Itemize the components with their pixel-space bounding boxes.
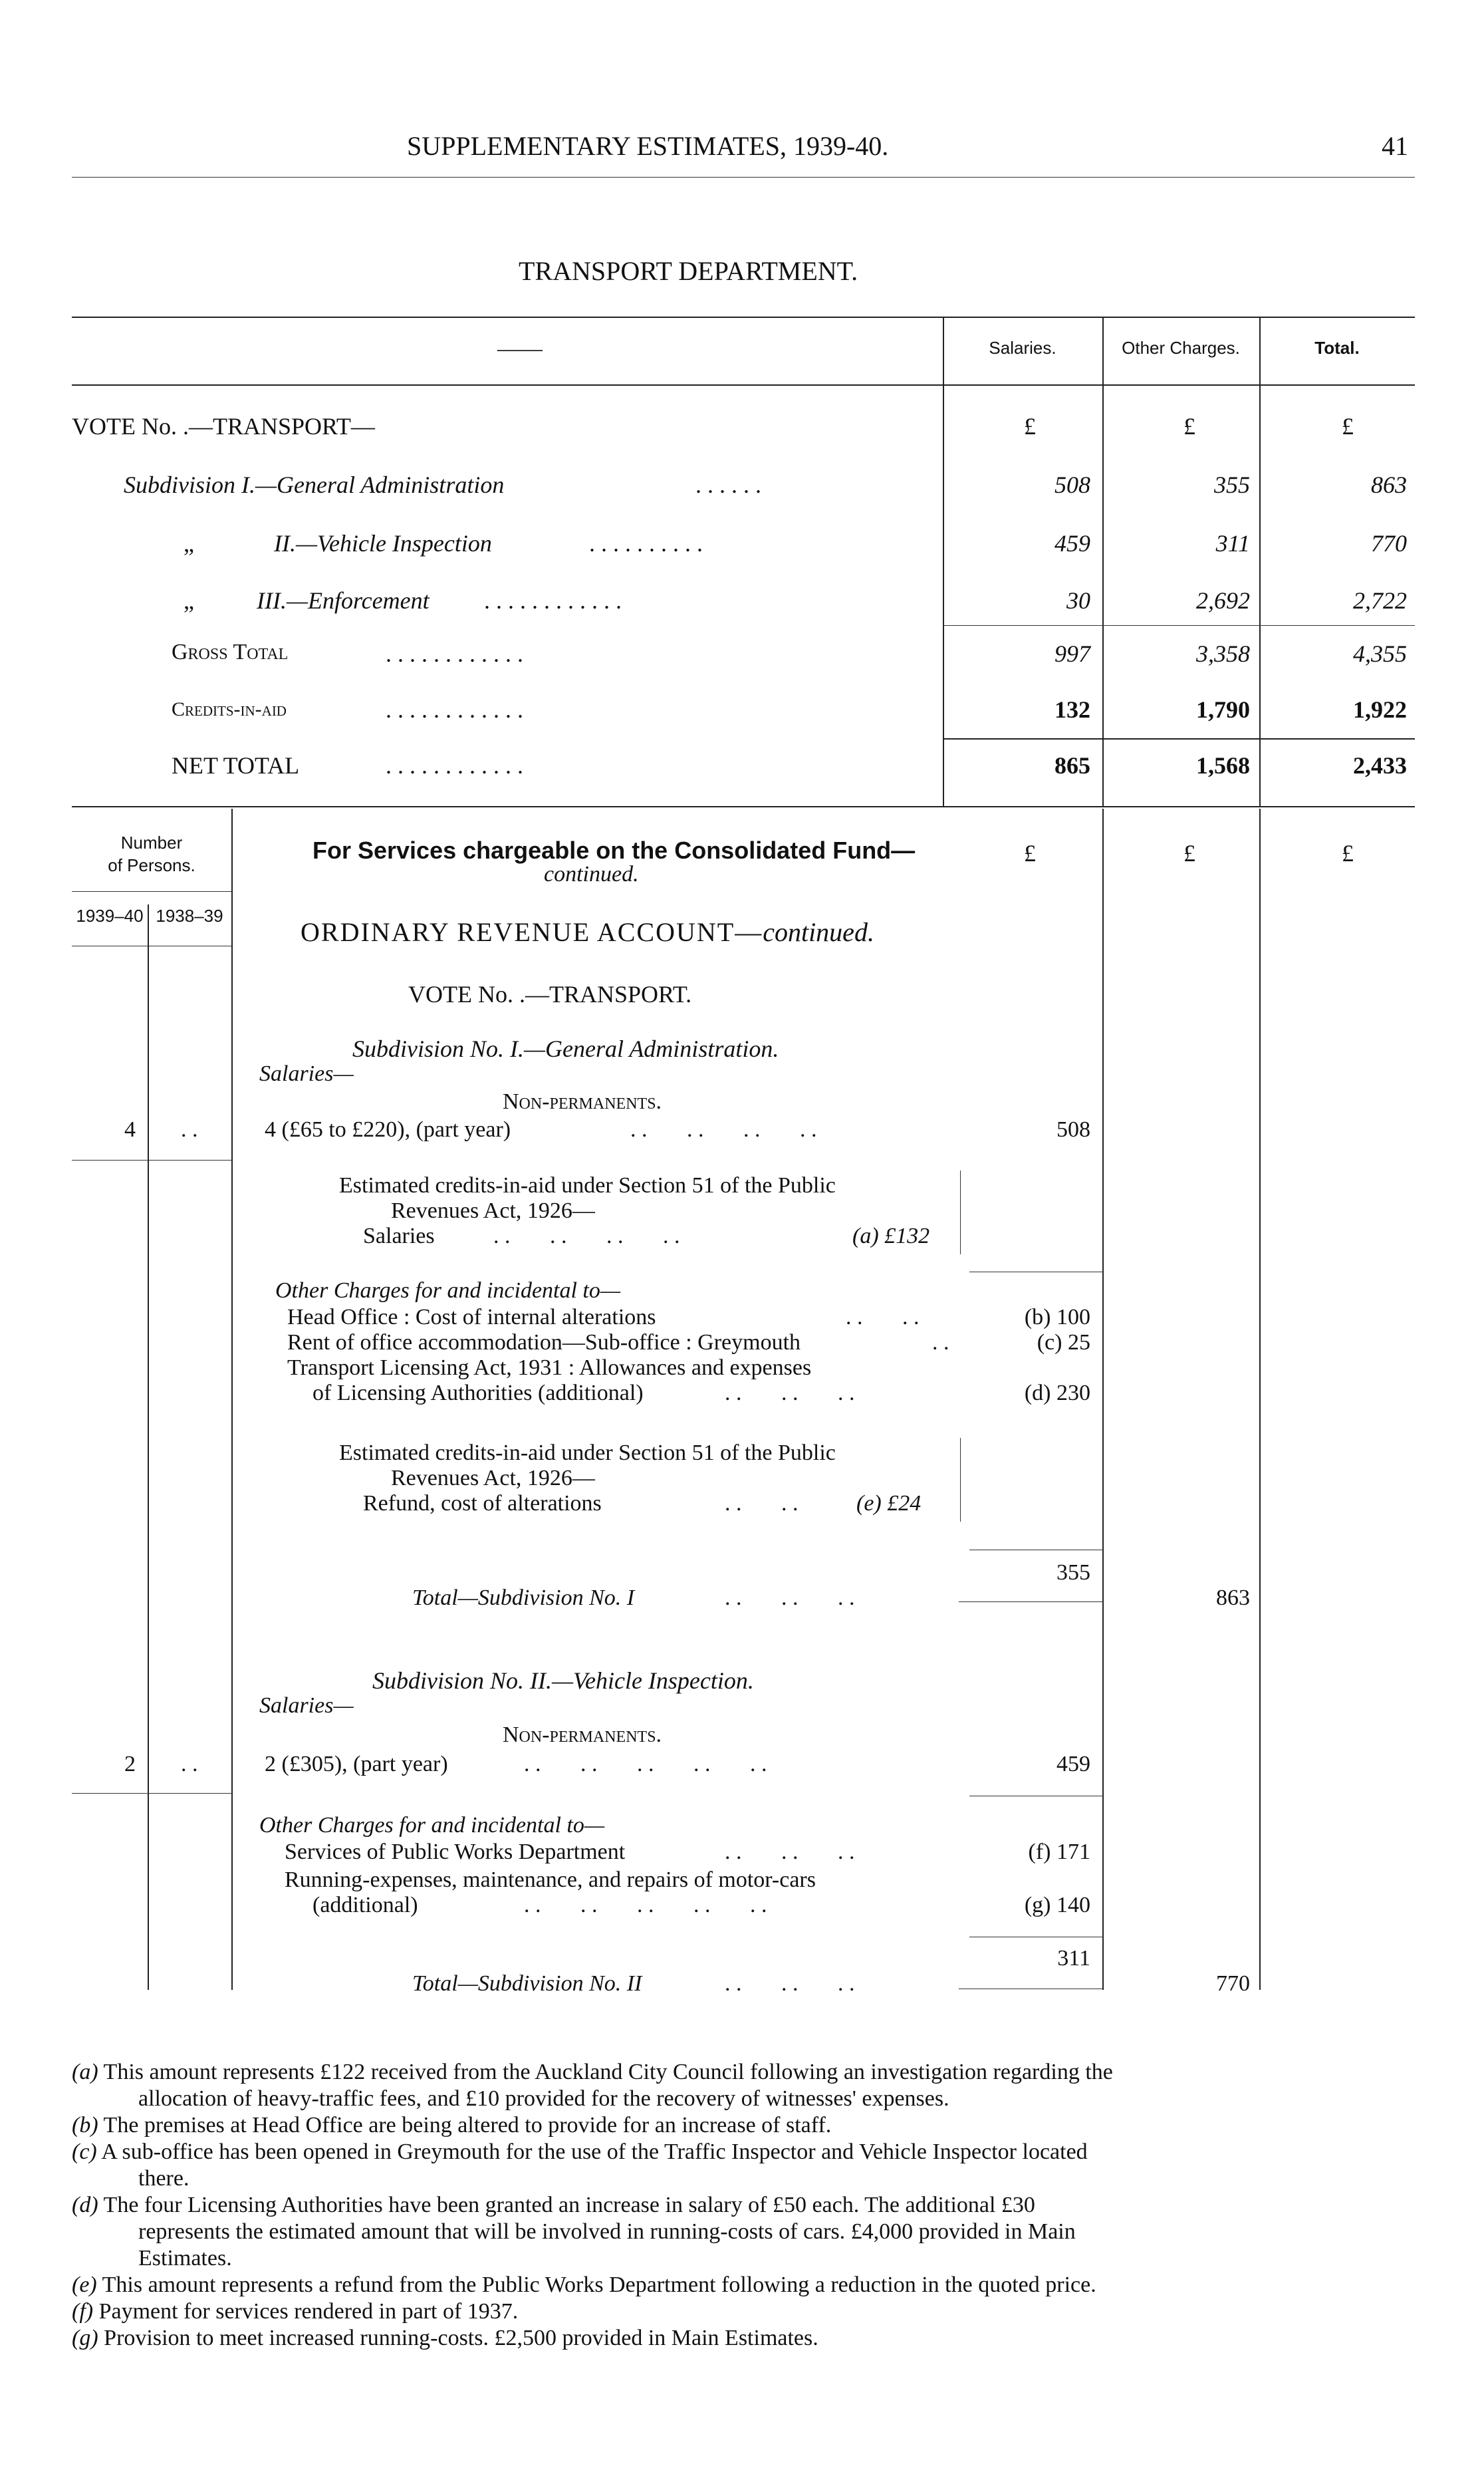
oc5-amount: (g) 140: [1024, 1893, 1090, 1917]
summary-col-divider-1: [943, 317, 944, 807]
footnote-c-text: A sub-office has been opened in Greymouth for the use of the Traffic Inspector and Vehicle Inspector located: [101, 2139, 1088, 2164]
sub2-salary-line: 2 (£305), (part year): [265, 1752, 448, 1776]
oc4-dots: . . . . . .: [725, 1840, 855, 1864]
detail-col-salaries: [1102, 809, 1104, 1990]
credits-in-aid-label: Credits-in-aid: [172, 698, 287, 720]
oc2-dots: . .: [932, 1330, 949, 1355]
sub2-heading: Subdivision No. II.—Vehicle Inspection.: [372, 1667, 754, 1694]
footnote-a-text: This amount represents £122 received from the Auckland City Council following an investigation regarding the: [103, 2060, 1113, 2084]
footnote-b: [72, 2112, 1395, 2139]
summary-bottom-rule: [72, 806, 1415, 807]
summary-top-rule: [72, 317, 1415, 318]
oc1-label: Head Office : Cost of internal alterations: [287, 1305, 656, 1329]
oc4-label: Services of Public Works Department: [285, 1840, 626, 1864]
footnote-f-text: Payment for services rendered in part of 1937.: [98, 2299, 519, 2324]
sub2-persons-1938: . .: [181, 1752, 198, 1776]
sub1-non-permanents: Non-permanents.: [503, 1089, 662, 1114]
services-heading: For Services chargeable on the Consolidated Fund—: [312, 837, 916, 864]
footnote-d-text: The four Licensing Authorities have been granted an increase in salary of £50 each. The additional £30: [103, 2193, 1035, 2217]
credits2-line2: Revenues Act, 1926—: [391, 1466, 595, 1490]
footnote-c-cont: there.: [138, 2166, 189, 2191]
footnote-d-cont: represents the estimated amount that will be involved in running-costs of cars. £4,000 provided in Main: [138, 2219, 1076, 2244]
footnote-c-mark: (c): [72, 2139, 97, 2164]
footnote-c: [72, 2139, 1395, 2192]
sub1-heading: Subdivision No. I.—General Administration.: [352, 1035, 779, 1062]
page-title: SUPPLEMENTARY ESTIMATES, 1939-40.: [407, 131, 889, 161]
footnote-g-text: Provision to meet increased running-costs. £2,500 provided in Main Estimates.: [104, 2326, 818, 2350]
summary-dash: ——: [497, 337, 543, 361]
summary-currency-salaries: £: [1024, 413, 1036, 440]
sub2-non-permanents: Non-permanents.: [503, 1723, 662, 1747]
sub2-other-total: 311: [1057, 1946, 1090, 1971]
sub2-total-label: Total—Subdivision No. II: [412, 1971, 642, 1996]
summary-row-1-salaries: 508: [1054, 472, 1090, 498]
footnote-b-mark: (b): [72, 2113, 98, 2137]
gross-other: 3,358: [1196, 640, 1250, 667]
sub1-persons-rule: [72, 1160, 231, 1161]
footnote-d: [72, 2192, 1395, 2272]
gross-total: 4,355: [1353, 640, 1407, 667]
summary-row-2-prefix: „: [184, 530, 194, 557]
summary-row-2-total: 770: [1371, 530, 1407, 557]
col-other-header: Other Charges.: [1122, 338, 1240, 358]
credits2-box-right: [960, 1438, 961, 1522]
summary-row-2-dots: . . . . . . . . . .: [589, 530, 703, 557]
oc1-dots: . . . .: [846, 1305, 920, 1329]
oc3-dots: . . . . . .: [725, 1381, 855, 1405]
sub1-total-label: Total—Subdivision No. I: [412, 1586, 635, 1610]
footnote-g-mark: (g): [72, 2326, 98, 2350]
summary-row-1-label: Subdivision I.—General Administration: [124, 472, 505, 498]
sub1-total: 863: [1216, 1586, 1250, 1610]
ordinary-revenue-label: ORDINARY REVENUE ACCOUNT—: [301, 917, 763, 947]
oc2-label: Rent of office accommodation—Sub-office : Greymouth: [287, 1330, 801, 1355]
gross-total-dots: . . . . . . . . . . . .: [386, 640, 523, 667]
persons-head-rule: [72, 891, 231, 892]
credits-in-aid-dots: . . . . . . . . . . . .: [386, 696, 523, 723]
summary-currency-other: £: [1183, 413, 1195, 440]
detail-col-total: [1259, 809, 1261, 1990]
page-number: 41: [1382, 131, 1408, 161]
sub1-salary-dots: . . . . . . . .: [630, 1117, 817, 1142]
col-salaries-header: Salaries.: [989, 338, 1056, 358]
summary-row-3-total: 2,722: [1353, 587, 1407, 614]
credits-total: 1,922: [1353, 696, 1407, 723]
footnote-b-text: The premises at Head Office are being altered to provide for an increase of staff.: [103, 2113, 832, 2137]
footnote-d-mark: (d): [72, 2193, 98, 2217]
credits1-line2: Revenues Act, 1926—: [391, 1198, 595, 1223]
gross-salaries: 997: [1054, 640, 1090, 667]
footnote-f: [72, 2298, 1395, 2325]
sub1-salary-line: 4 (£65 to £220), (part year): [265, 1117, 511, 1142]
detail-vote: VOTE No. .—TRANSPORT.: [408, 981, 692, 1008]
oc4-amount: (f) 171: [1028, 1840, 1090, 1864]
net-total-label: NET TOTAL: [172, 752, 300, 779]
sub1-persons-1939: 4: [124, 1117, 136, 1142]
summary-row-2-other: 311: [1215, 530, 1250, 557]
net-salaries: 865: [1054, 752, 1090, 779]
net-total: 2,433: [1353, 752, 1407, 779]
sub1-persons-1938: . .: [181, 1117, 198, 1142]
summary-row-1-total: 863: [1371, 472, 1407, 498]
sub2-other-label: Other Charges for and incidental to—: [259, 1813, 605, 1838]
oc3-label-line2: of Licensing Authorities (additional): [312, 1381, 644, 1405]
credits2-line3: Refund, cost of alterations: [363, 1491, 602, 1516]
summary-row-1-dots: . . . . . .: [695, 472, 761, 498]
summary-row-2-salaries: 459: [1054, 530, 1090, 557]
footnote-d-cont2: Estimates.: [138, 2246, 232, 2271]
credits2-dots: . . . .: [725, 1491, 799, 1516]
gross-rule: [943, 625, 1415, 626]
credits1-box-right: [960, 1171, 961, 1254]
net-other: 1,568: [1196, 752, 1250, 779]
detail-col-persons-b: [231, 809, 233, 1990]
summary-currency-total: £: [1342, 413, 1354, 440]
summary-col-divider-2: [1102, 317, 1104, 807]
summary-row-1-other: 355: [1214, 472, 1250, 498]
credits-salaries: 132: [1054, 696, 1090, 723]
footnote-a-cont: allocation of heavy-traffic fees, and £10 provided for the recovery of witnesses' expenses.: [138, 2086, 949, 2111]
footnote-a: [72, 2059, 1395, 2112]
sub1-other-label: Other Charges for and incidental to—: [275, 1278, 621, 1303]
number-of-persons-line2: of Persons.: [108, 855, 195, 875]
sub2-salary-amount: 459: [1056, 1752, 1090, 1776]
services-continued: continued.: [544, 862, 639, 887]
oc3-amount: (d) 230: [1024, 1381, 1090, 1405]
summary-row-3-dots: . . . . . . . . . . . .: [484, 587, 622, 614]
oc3-label-line1: Transport Licensing Act, 1931 : Allowances and expenses: [287, 1355, 812, 1380]
summary-row-3-salaries: 30: [1066, 587, 1090, 614]
footnote-e-text: This amount represents a refund from the Public Works Department following a reduction in the quoted price.: [102, 2273, 1096, 2297]
department-title: TRANSPORT DEPARTMENT.: [519, 256, 858, 286]
sub1-total-rule: [959, 1601, 1102, 1602]
credits2-amount: (e) £24: [856, 1491, 922, 1516]
footnote-f-mark: (f): [72, 2299, 94, 2324]
sub2-persons-1939: 2: [124, 1752, 136, 1776]
oc1-amount: (b) 100: [1024, 1305, 1090, 1329]
summary-row-3-prefix: „: [184, 587, 194, 614]
credits1-dots: . . . . . . . .: [493, 1224, 680, 1248]
summary-col-divider-3: [1259, 317, 1261, 807]
number-of-persons-line1: Number: [120, 833, 183, 853]
sub2-salaries-label: Salaries—: [259, 1693, 354, 1718]
credits2-line1: Estimated credits-in-aid under Section 51 of the Public: [339, 1441, 836, 1465]
footnote-a-mark: (a): [72, 2060, 98, 2084]
header-rule: [72, 177, 1415, 178]
net-rule: [943, 738, 1415, 740]
footnote-e-mark: (e): [72, 2273, 97, 2297]
sub1-salaries-label: Salaries—: [259, 1061, 354, 1086]
summary-row-3-label: III.—Enforcement: [257, 587, 430, 614]
oc5-label-line2: (additional): [312, 1893, 418, 1917]
credits1-amount: (a) £132: [852, 1224, 930, 1248]
col-total-header: Total.: [1314, 338, 1360, 358]
oc5-dots: . . . . . . . . . .: [524, 1893, 767, 1917]
summary-row-3-other: 2,692: [1196, 587, 1250, 614]
detail-currency-other: £: [1183, 840, 1195, 867]
detail-col-persons-a: [148, 904, 149, 1990]
footnote-e: [72, 2272, 1395, 2298]
sub2-total-dots: . . . . . .: [725, 1971, 855, 1996]
ordinary-revenue-heading: [301, 916, 874, 948]
summary-head-rule: [72, 384, 1415, 386]
net-total-dots: . . . . . . . . . . . .: [386, 752, 523, 779]
sub2-total: 770: [1216, 1971, 1250, 1996]
gross-total-label: Gross Total: [172, 640, 289, 664]
credits-other: 1,790: [1196, 696, 1250, 723]
credits1-line3: Salaries: [363, 1224, 435, 1248]
sub1-total-dots: . . . . . .: [725, 1586, 855, 1610]
oc2-amount: (c) 25: [1037, 1330, 1090, 1355]
summary-vote-label: VOTE No. .—TRANSPORT—: [72, 413, 375, 440]
oc5-label-line1: Running-expenses, maintenance, and repairs of motor-cars: [285, 1867, 816, 1892]
sub1-other-total: 355: [1056, 1560, 1090, 1585]
sub2-salary-dots: . . . . . . . . . .: [524, 1752, 767, 1776]
footnote-g: [72, 2325, 1395, 2352]
sub2-persons-rule: [72, 1793, 231, 1794]
detail-currency-total: £: [1342, 840, 1354, 867]
year-1938-39: 1938–39: [156, 906, 223, 926]
credits1-line1: Estimated credits-in-aid under Section 51 of the Public: [339, 1173, 836, 1198]
detail-currency-salaries: £: [1024, 840, 1036, 867]
ordinary-revenue-continued: continued.: [763, 917, 874, 947]
year-1939-40: 1939–40: [76, 906, 144, 926]
summary-row-2-label: II.—Vehicle Inspection: [274, 530, 492, 557]
sub1-salary-amount: 508: [1056, 1117, 1090, 1142]
